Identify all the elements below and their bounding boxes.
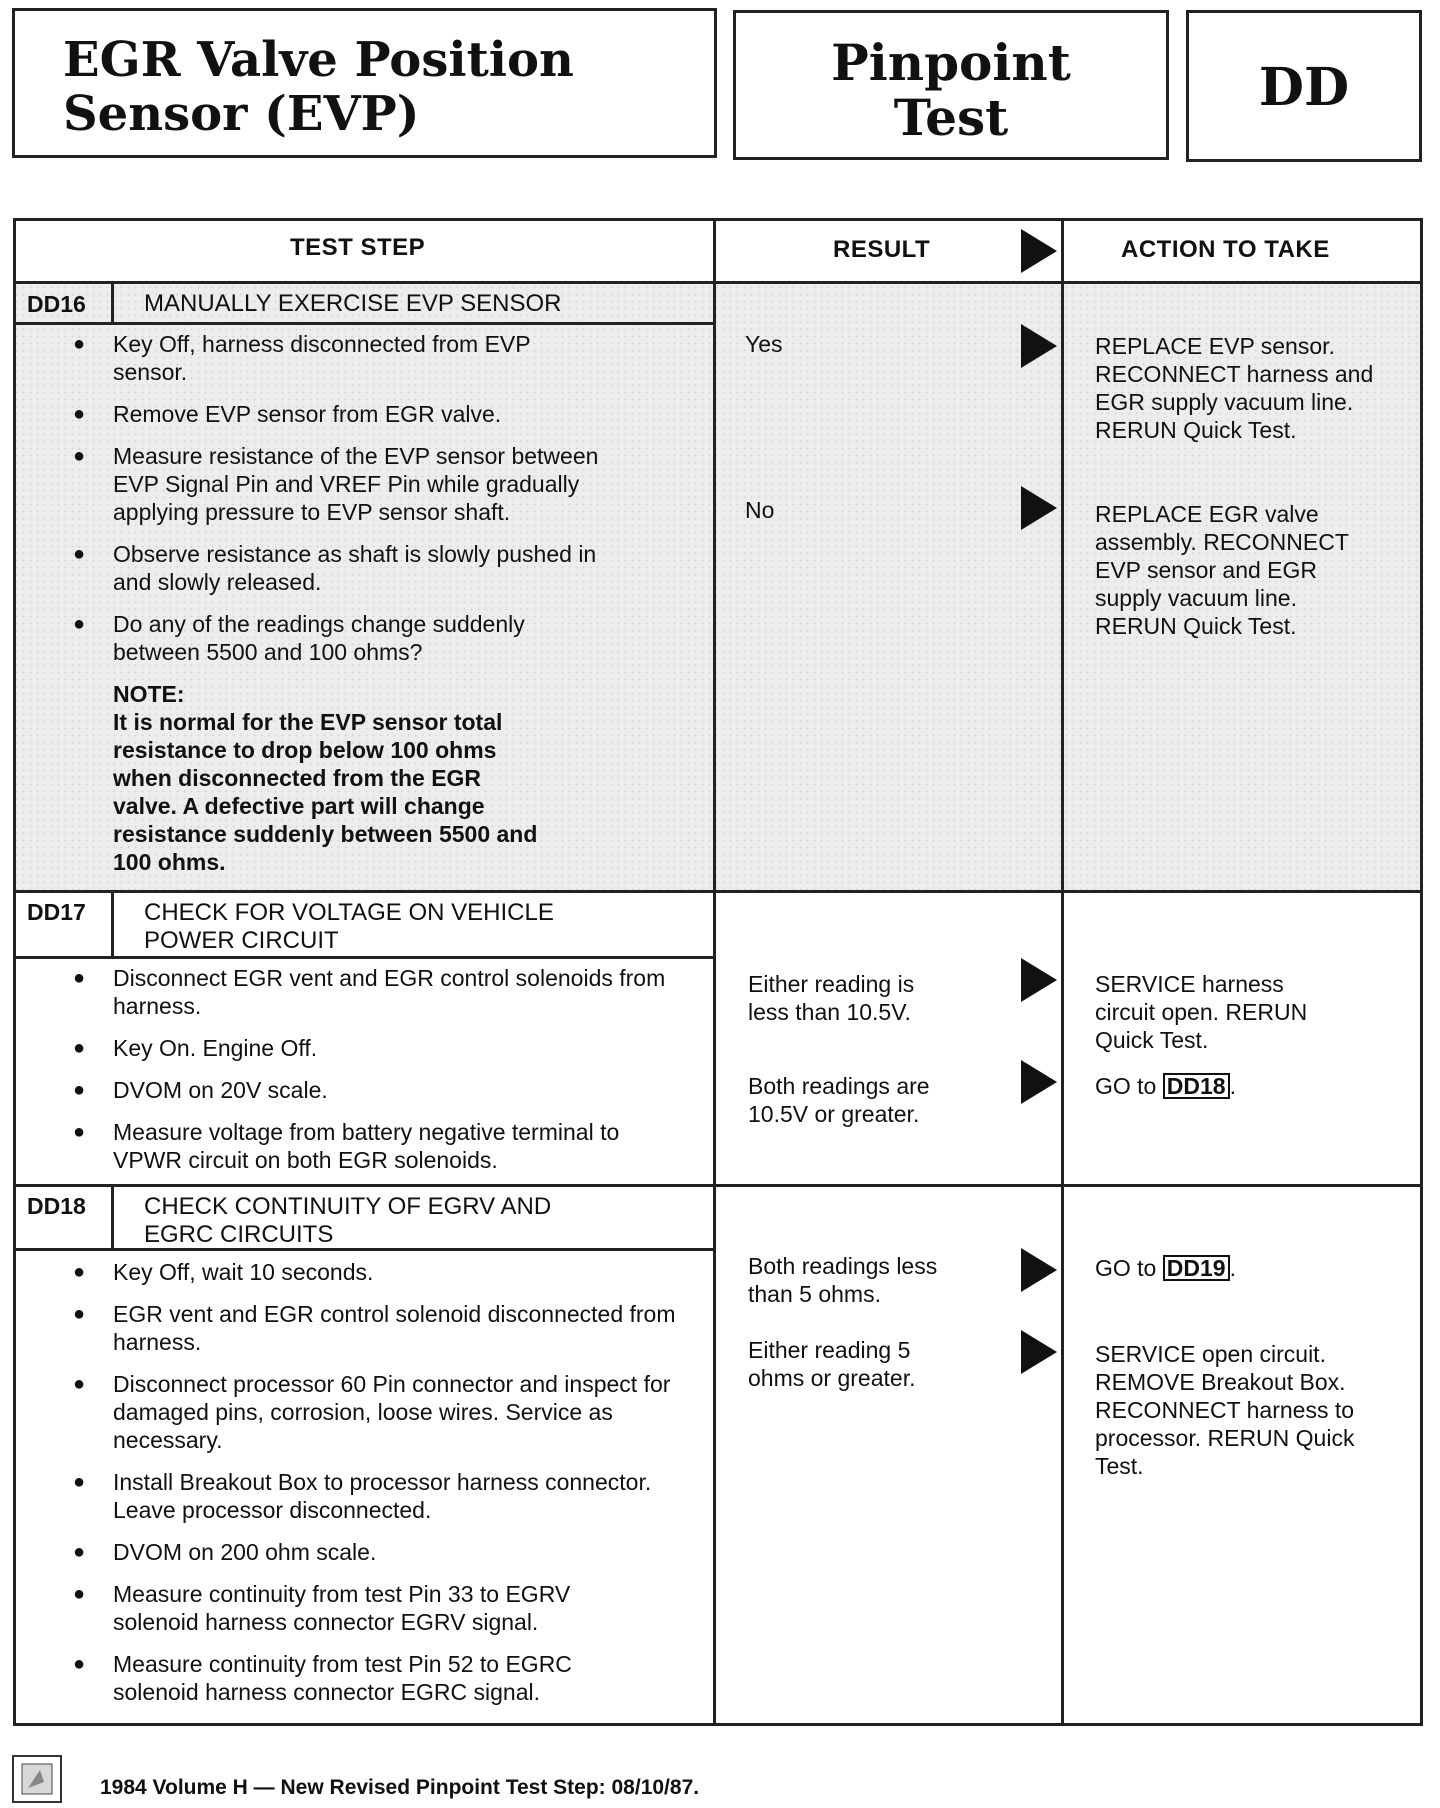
dd17-action-1: SERVICE harness circuit open. RERUN Quick Test. <box>1095 971 1308 1053</box>
dd17-arrow-1-icon <box>1021 958 1057 1002</box>
column-divider-2 <box>1061 218 1064 1726</box>
dd18-action-2: SERVICE open circuit. REMOVE Breakout Box. RECONNECT harness to processor. RERUN Quick Test. <box>1095 1341 1355 1479</box>
dd18-bullet-3: ● Disconnect processor 60 Pin connector and inspect for damaged pins, corrosion, loose wires. Service as necessary. <box>13 1370 693 1454</box>
dd16-result-no: No <box>745 497 775 523</box>
dd18-goto-dd19-link[interactable]: DD19 <box>1163 1255 1230 1281</box>
dd17-bullet-1: ● Disconnect EGR vent and EGR control solenoids from harness. <box>13 964 673 1020</box>
dd17-bullets <box>13 964 713 1188</box>
dd16-step-title: MANUALLY EXERCISE EVP SENSOR <box>144 290 562 317</box>
footer-icon-graphic <box>20 1762 54 1796</box>
dd16-action-no: REPLACE EGR valve assembly. RECONNECT EVP sensor and EGR supply vacuum line. RERUN Quick Test. <box>1095 501 1349 639</box>
dd16-note-label: NOTE: <box>113 681 185 707</box>
test-code: DD <box>1258 57 1350 118</box>
dd16-title-underline <box>13 322 713 325</box>
dd17-bullet-2: ● Key On. Engine Off. <box>13 1034 713 1062</box>
column-divider-1 <box>713 218 716 1726</box>
dd17-result-1: Either reading is less than 10.5V. <box>748 971 915 1025</box>
dd17-step-id: DD17 <box>27 899 86 925</box>
dd18-step-title-line-1: CHECK CONTINUITY OF EGRV AND <box>144 1193 552 1220</box>
dd16-yes-arrow-icon <box>1021 324 1057 368</box>
dd18-step-title <box>144 1193 551 1249</box>
dd16-bullet-2: ● Remove EVP sensor from EGR valve. <box>13 400 633 428</box>
title-line-2: Sensor (EVP) <box>63 86 420 142</box>
dd17-arrow-2-icon <box>1021 1060 1057 1104</box>
dd16-result-yes: Yes <box>745 331 783 357</box>
dd18-result-1: Both readings less than 5 ohms. <box>748 1253 938 1307</box>
dd18-id-divider <box>111 1184 114 1250</box>
pinpoint-table <box>13 218 1423 1726</box>
dd18-top-border <box>13 1184 1423 1187</box>
header-underline <box>13 281 1423 284</box>
title-line-1: EGR Valve Position <box>63 32 574 88</box>
table-right-border <box>1420 218 1423 1726</box>
dd18-action-1 <box>1095 1254 1380 1282</box>
dd16-bullet-1: ● Key Off, harness disconnected from EVP sensor. <box>13 330 583 386</box>
dd16-no-arrow-icon <box>1021 486 1057 530</box>
title-box <box>12 8 717 158</box>
dd18-result-2: Either reading 5 ohms or greater. <box>748 1337 916 1391</box>
dd17-step-title <box>144 899 554 955</box>
dd18-goto-suffix: . <box>1229 1255 1236 1281</box>
dd17-step-title-line-1: CHECK FOR VOLTAGE ON VEHICLE <box>144 899 554 926</box>
dd17-bullet-4: ● Measure voltage from battery negative terminal to VPWR circuit on both EGR solenoids. <box>13 1118 673 1174</box>
header-action: ACTION TO TAKE <box>1121 236 1330 263</box>
dd18-step-id: DD18 <box>27 1193 86 1219</box>
dd17-step-title-line-2: POWER CIRCUIT <box>144 927 339 954</box>
header-arrow-icon <box>1021 229 1057 273</box>
dd18-bullet-6: ● Measure continuity from test Pin 33 to EGRV solenoid harness connector EGRV signal. <box>13 1580 653 1636</box>
test-code-box <box>1186 10 1422 162</box>
table-bottom-border <box>13 1723 1423 1726</box>
dd17-goto-dd18-link[interactable]: DD18 <box>1163 1073 1230 1099</box>
footer-revision-note: 1984 Volume H — New Revised Pinpoint Test Step: 08/10/87. <box>100 1776 700 1799</box>
dd18-goto-prefix: GO to <box>1095 1255 1157 1281</box>
dd18-step-title-line-2: EGRC CIRCUITS <box>144 1221 334 1248</box>
dd16-bullet-4: ● Observe resistance as shaft is slowly pushed in and slowly released. <box>13 540 633 596</box>
dd16-bullets <box>13 330 633 876</box>
dd18-bullet-7: ● Measure continuity from test Pin 52 to EGRC solenoid harness connector EGRC signal. <box>13 1650 653 1706</box>
dd18-bullets <box>13 1258 713 1720</box>
dd16-bullet-3: ● Measure resistance of the EVP sensor between EVP Signal Pin and VREF Pin while gradually applying pressure to EVP sensor shaft. <box>13 442 633 526</box>
dd16-step-id: DD16 <box>27 291 86 317</box>
table-top-border <box>13 218 1423 221</box>
dd17-bullet-3: ● DVOM on 20V scale. <box>13 1076 713 1104</box>
dd18-bullet-2: ● EGR vent and EGR control solenoid disconnected from harness. <box>13 1300 693 1356</box>
header-result: RESULT <box>833 236 931 263</box>
dd16-id-divider <box>111 281 114 323</box>
dd17-id-divider <box>111 890 114 958</box>
footer-page-icon <box>12 1755 62 1803</box>
dd17-action-2 <box>1095 1072 1380 1100</box>
dd16-action-yes: REPLACE EVP sensor. RECONNECT harness and EGR supply vacuum line. RERUN Quick Test. <box>1095 333 1374 443</box>
dd18-arrow-1-icon <box>1021 1248 1057 1292</box>
dd17-title-underline <box>13 956 713 959</box>
dd17-goto-prefix: GO to <box>1095 1073 1157 1099</box>
dd16-bullet-5: ● Do any of the readings change suddenly between 5500 and 100 ohms? <box>13 610 583 666</box>
pinpoint-line-2: Test <box>893 88 1009 147</box>
dd18-bullet-4: ● Install Breakout Box to processor harness connector. Leave processor disconnected. <box>13 1468 653 1524</box>
dd18-bullet-1: ● Key Off, wait 10 seconds. <box>13 1258 713 1286</box>
dd18-arrow-2-icon <box>1021 1330 1057 1374</box>
dd16-note <box>13 680 633 876</box>
dd17-top-border <box>13 890 1423 893</box>
dd18-bullet-5: ● DVOM on 200 ohm scale. <box>13 1538 713 1566</box>
pinpoint-line-1: Pinpoint <box>831 33 1071 92</box>
dd17-goto-suffix: . <box>1229 1073 1236 1099</box>
dd16-note-text: It is normal for the EVP sensor total resistance to drop below 100 ohms when disconnected from the EGR valve. A defective part will change resistance suddenly between 5500 and 100 ohms. <box>113 709 538 875</box>
header-test-step: TEST STEP <box>290 234 426 261</box>
dd17-result-2: Both readings are 10.5V or greater. <box>748 1073 930 1127</box>
pinpoint-test-box <box>733 10 1169 160</box>
